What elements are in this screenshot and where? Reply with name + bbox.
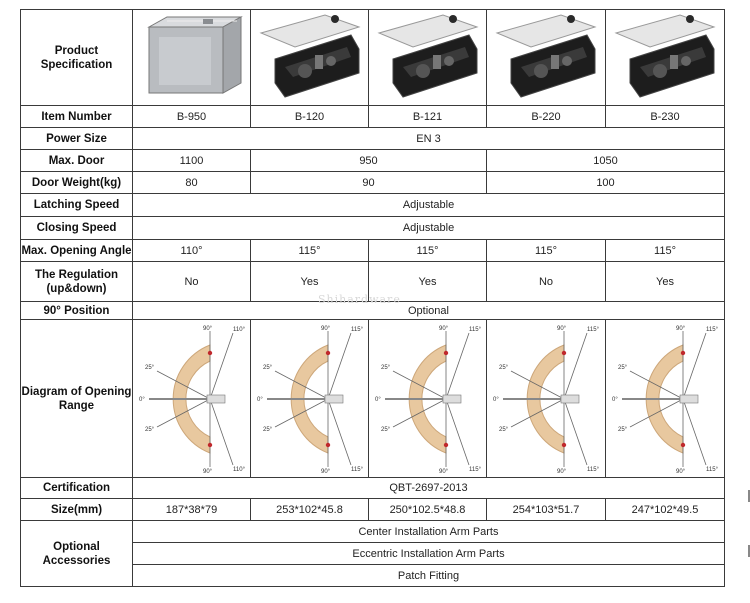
floor-spring-image [610,11,720,105]
angle-90-label: 90° [676,325,686,332]
angle-90-label: 90° [557,325,567,332]
certification-row [21,478,725,499]
angle-90-label: 90° [202,468,212,475]
label-power-size: Power Size [21,128,133,150]
opening-angle-value: 115° [369,240,487,262]
max-door-value: 1050 [487,150,725,172]
certification-value: QBT-2697-2013 [133,478,725,499]
diagram-row [21,320,725,478]
door-weight-row [21,172,725,194]
angle-max-label: 115° [350,326,363,333]
door-weight-value: 80 [133,172,251,194]
door-weight-value: 90 [251,172,487,194]
max-door-value: 1100 [133,150,251,172]
opening-range-diagram-svg [255,323,365,475]
angle-25-label: 25° [262,364,272,371]
angle-90-label: 90° [676,468,686,475]
opening-range-diagram-svg [373,323,483,475]
door-patch-fitting-image [137,11,247,105]
label-max-door: Max. Door [21,150,133,172]
angle-90-label: 90° [320,325,330,332]
item-number: B-950 [133,106,251,128]
product-image-b121 [369,10,487,106]
regulation-value: Yes [369,262,487,302]
label-closing-speed: Closing Speed [21,217,133,240]
accessory-item: Eccentric Installation Arm Parts [133,543,725,565]
max-door-row [21,150,725,172]
angle-max-label: 115° [587,466,599,473]
spec-table [20,9,725,587]
label-diagram: Diagram of Opening Range [21,320,133,478]
label-position-90: 90° Position [21,302,133,320]
watermark-text: Shihardware [318,293,401,306]
opening-range-diagram [487,323,605,475]
regulation-value: Yes [606,262,725,302]
angle-25-label: 25° [499,426,509,433]
opening-range-diagram [251,323,368,475]
angle-max-label: 115° [587,326,599,333]
opening-range-diagram [133,323,250,475]
opening-angle-value: 115° [606,240,725,262]
diagram-cell [133,320,251,478]
label-product-spec: Product Specification [21,10,133,106]
regulation-value: Yes [251,262,369,302]
angle-90-label: 90° [320,468,330,475]
opening-range-diagram-svg [610,323,720,475]
opening-range-diagram-svg [137,323,247,475]
opening-angle-row [21,240,725,262]
angle-25-label: 25° [380,364,390,371]
product-row [21,10,725,106]
regulation-value: No [133,262,251,302]
opening-angle-value: 115° [251,240,369,262]
label-door-weight: Door Weight(kg) [21,172,133,194]
opening-range-diagram-svg [491,323,601,475]
label-item-number: Item Number [21,106,133,128]
size-value: 254*103*51.7 [487,499,606,521]
latching-speed-row [21,194,725,217]
angle-max-label: 115° [350,466,363,473]
angle-max-label: 115° [468,326,481,333]
diagram-cell [251,320,369,478]
label-latching-speed: Latching Speed [21,194,133,217]
accessory-item: Patch Fitting [133,565,725,587]
product-image-b120 [251,10,369,106]
accessory-row [21,521,725,543]
label-certification: Certification [21,478,133,499]
opening-angle-value: 115° [487,240,606,262]
angle-0-label: 0° [138,396,145,403]
size-value: 250*102.5*48.8 [369,499,487,521]
angle-25-label: 25° [144,364,154,371]
opening-range-diagram [369,323,486,475]
label-regulation: The Regulation (up&down) [21,262,133,302]
angle-90-label: 90° [202,325,212,332]
closing-speed-value: Adjustable [133,217,725,240]
floor-spring-image [255,11,365,105]
floor-spring-image [491,11,601,105]
product-image-b950 [133,10,251,106]
door-weight-value: 100 [487,172,725,194]
angle-max-label: 115° [706,326,718,333]
item-number: B-121 [369,106,487,128]
diagram-cell [487,320,606,478]
label-optional-accessories: Optional Accessories [21,521,133,587]
angle-25-label: 25° [380,426,390,433]
angle-25-label: 25° [144,426,154,433]
latching-speed-value: Adjustable [133,194,725,217]
angle-25-label: 25° [618,426,628,433]
angle-25-label: 25° [262,426,272,433]
label-size: Size(mm) [21,499,133,521]
angle-25-label: 25° [499,364,509,371]
angle-90-label: 90° [438,325,448,332]
size-value: 247*102*49.5 [606,499,725,521]
opening-range-diagram [606,323,724,475]
angle-0-label: 0° [493,396,499,403]
opening-angle-value: 110° [133,240,251,262]
diagram-cell [606,320,725,478]
angle-max-label: 115° [706,466,718,473]
position-90-value: Optional [133,302,725,320]
angle-0-label: 0° [612,396,618,403]
closing-speed-row [21,217,725,240]
position-90-row [21,302,725,320]
floor-spring-image [373,11,483,105]
label-max-opening-angle: Max. Opening Angle [21,240,133,262]
angle-0-label: 0° [374,396,381,403]
angle-25-label: 25° [618,364,628,371]
item-number-row [21,106,725,128]
max-door-value: 950 [251,150,487,172]
power-size-row [21,128,725,150]
angle-max-label: 115° [468,466,481,473]
regulation-value: No [487,262,606,302]
item-number: B-220 [487,106,606,128]
angle-90-label: 90° [557,468,567,475]
item-number: B-230 [606,106,725,128]
product-image-b220 [487,10,606,106]
size-row [21,499,725,521]
product-image-b230 [606,10,725,106]
regulation-row [21,262,725,302]
size-value: 187*38*79 [133,499,251,521]
item-number: B-120 [251,106,369,128]
angle-max-label: 110° [232,466,245,473]
angle-0-label: 0° [256,396,263,403]
diagram-cell [369,320,487,478]
angle-90-label: 90° [438,468,448,475]
accessory-item: Center Installation Arm Parts [133,521,725,543]
power-size-value: EN 3 [133,128,725,150]
size-value: 253*102*45.8 [251,499,369,521]
angle-max-label: 110° [232,326,245,333]
